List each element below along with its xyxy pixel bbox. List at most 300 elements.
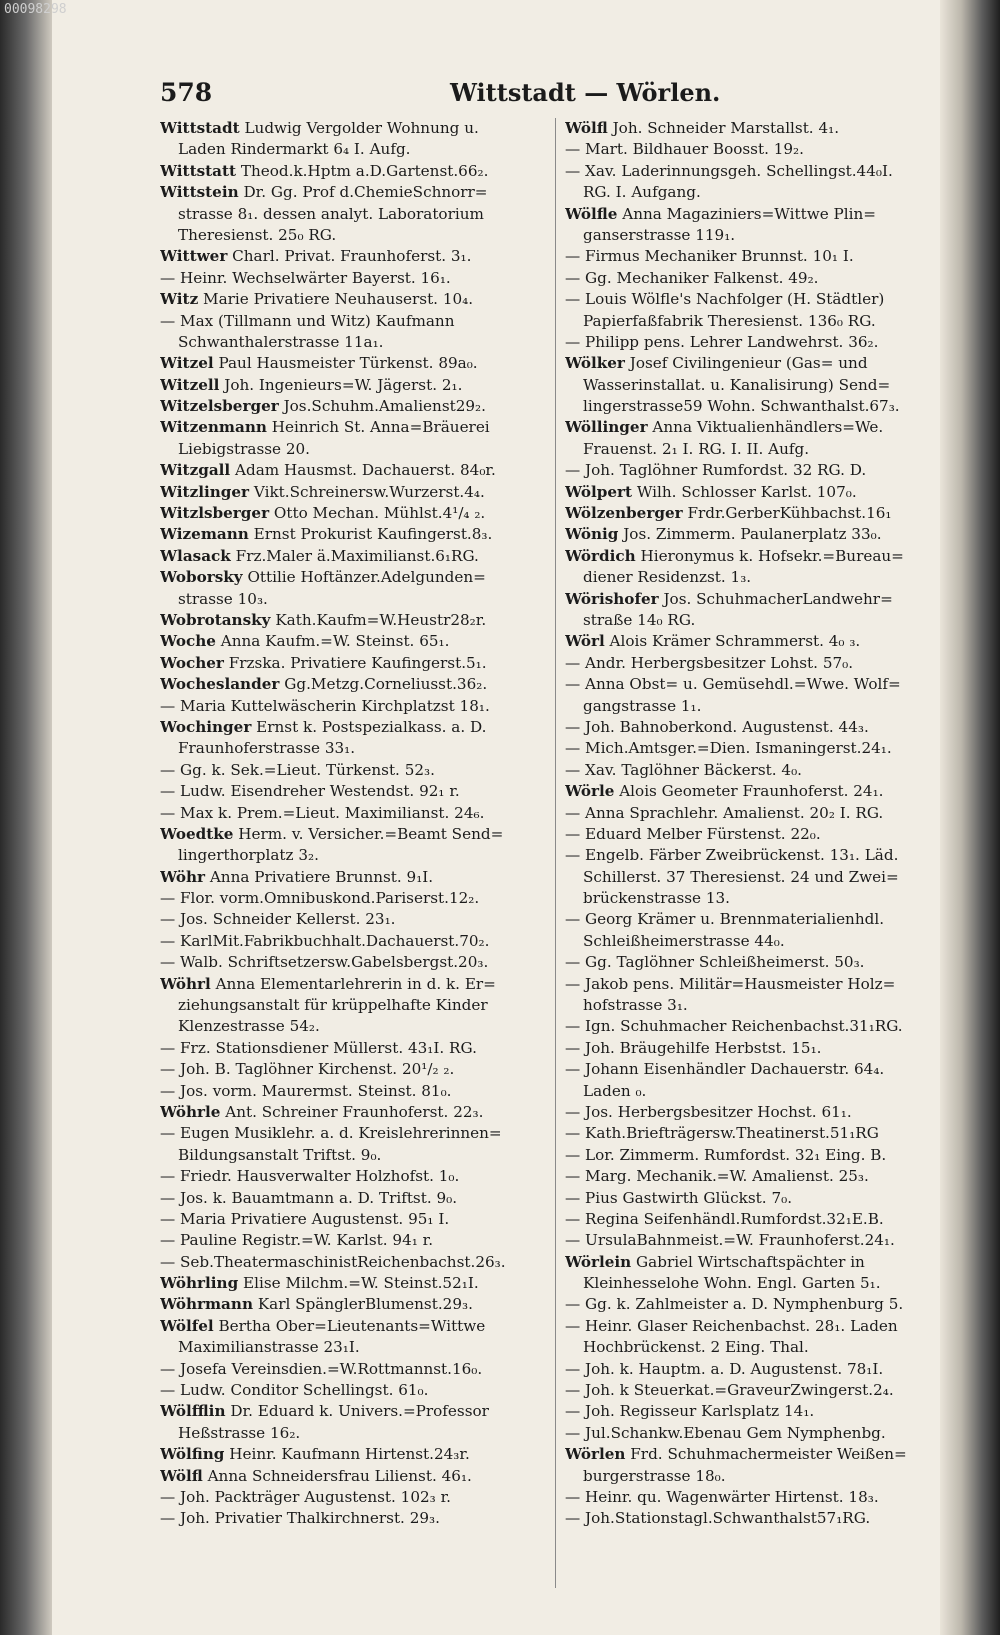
directory-line — [160, 1359, 545, 1380]
directory-line — [565, 246, 950, 267]
entry-text: — Joh. Bahnoberkond. Augustenst. 44₃. — [565, 717, 869, 736]
entry-text: Papierfaßfabrik Theresienst. 136₀ RG. — [583, 311, 876, 330]
entry-surname: Wölfing — [160, 1445, 225, 1464]
directory-line — [565, 139, 950, 160]
directory-line — [160, 1123, 545, 1144]
entry-surname: Wizemann — [160, 525, 249, 544]
directory-line — [160, 1316, 545, 1337]
entry-text: — Joh. k Steuerkat.=GraveurZwingerst.2₄. — [565, 1381, 894, 1400]
directory-line — [565, 696, 950, 717]
entry-text: Fraunhoferstrasse 33₁. — [178, 739, 356, 758]
entry-text: Jos. SchuhmacherLandwehr= — [663, 589, 893, 608]
directory-line — [160, 546, 545, 567]
entry-text: Jos.Schuhm.Amalienst29₂. — [283, 397, 486, 416]
entry-text: Frdr.GerberKühbachst.16₁ — [687, 504, 892, 523]
entry-text: Kleinhesselohe Wohn. Engl. Garten 5₁. — [583, 1274, 881, 1293]
entry-text: hofstrasse 3₁. — [583, 996, 688, 1015]
entry-text: Frz.Maler ä.Maximilianst.6₁RG. — [235, 546, 479, 565]
entry-text: — Walb. Schriftsetzersw.Gabelsbergst.20₃. — [160, 953, 489, 972]
entry-surname: Witzell — [160, 375, 220, 394]
directory-line — [160, 1508, 545, 1529]
directory-line — [160, 396, 545, 417]
entry-text: brückenstrasse 13. — [583, 889, 731, 908]
entry-text: — Firmus Mechaniker Brunnst. 10₁ I. — [565, 247, 854, 266]
directory-line — [565, 289, 950, 310]
entry-text: — KarlMit.Fabrikbuchhalt.Dachauerst.70₂. — [160, 931, 490, 950]
entry-surname: Wochinger — [160, 717, 252, 736]
directory-line — [160, 1401, 545, 1422]
directory-line — [160, 631, 545, 652]
entry-text: Ludwig Vergolder Wohnung u. — [244, 119, 479, 137]
directory-line — [565, 1081, 950, 1102]
entry-text: — Gg. Taglöhner Schleißheimerst. 50₃. — [565, 953, 865, 972]
entry-text: — Joh. Regisseur Karlsplatz 14₁. — [565, 1402, 815, 1421]
entry-text: — Anna Sprachlehr. Amalienst. 20₂ I. RG. — [565, 803, 884, 822]
directory-line — [565, 375, 950, 396]
directory-line — [565, 1166, 950, 1187]
entry-text: — Gg. k. Zahlmeister a. D. Nymphenburg 5. — [565, 1295, 904, 1314]
left-column — [160, 118, 545, 1588]
entry-text: Adam Hausmst. Dachauerst. 84₀r. — [235, 461, 496, 480]
directory-line — [160, 824, 545, 845]
directory-line — [160, 1059, 545, 1080]
entry-surname: Witzelsberger — [160, 397, 279, 416]
directory-line — [160, 482, 545, 503]
directory-line — [565, 1145, 950, 1166]
entry-text: — Mart. Bildhauer Boosst. 19₂. — [565, 140, 804, 159]
directory-line — [160, 1209, 545, 1230]
directory-line — [160, 1188, 545, 1209]
directory-line — [565, 1337, 950, 1358]
entry-text: Schwanthalerstrasse 11a₁. — [178, 332, 384, 351]
entry-text: — Maria Kuttelwäscherin Kirchplatzst 18₁. — [160, 696, 490, 715]
entry-text: Frauenst. 2₁ I. RG. I. II. Aufg. — [583, 439, 810, 458]
entry-text: — Joh. k. Hauptm. a. D. Augustenst. 78₁I. — [565, 1359, 884, 1378]
entry-surname: Woche — [160, 632, 216, 651]
entry-text: — Flor. vorm.Omnibuskond.Pariserst.12₂. — [160, 889, 480, 908]
directory-line — [160, 760, 545, 781]
directory-line — [160, 1016, 545, 1037]
entry-surname: Wörle — [565, 782, 615, 801]
directory-line — [565, 1209, 950, 1230]
entry-text: Theod.k.Hptm a.D.Gartenst.66₂. — [240, 161, 489, 180]
entry-text: Heinr. Kaufmann Hirtenst.24₃r. — [229, 1445, 470, 1464]
entry-text: — Xav. Taglöhner Bäckerst. 4₀. — [565, 760, 802, 779]
column-divider — [555, 118, 556, 1588]
entry-text: — Joh. Privatier Thalkirchnerst. 29₃. — [160, 1509, 440, 1528]
directory-line — [160, 439, 545, 460]
directory-line — [565, 1016, 950, 1037]
directory-line — [565, 888, 950, 909]
entry-text: Elise Milchm.=W. Steinst.52₁I. — [243, 1274, 479, 1293]
entry-surname: Witzlinger — [160, 482, 250, 501]
entry-text: Schleißheimerstrasse 44₀. — [583, 931, 785, 950]
entry-text: — Max k. Prem.=Lieut. Maximilianst. 24₆. — [160, 803, 485, 822]
entry-text: — Anna Obst= u. Gemüsehdl.=Wwe. Wolf= — [565, 675, 901, 694]
entry-text: ziehungsanstalt für krüppelhafte Kinder — [178, 996, 488, 1015]
entry-text: — Seb.TheatermaschinistReichenbachst.26₃. — [160, 1252, 506, 1271]
directory-line — [565, 974, 950, 995]
directory-line — [565, 1230, 950, 1251]
entry-surname: Wölker — [565, 354, 625, 373]
entry-text: Anna Schneidersfrau Lilienst. 46₁. — [207, 1466, 472, 1485]
entry-text: Heinrich St. Anna=Bräuerei — [271, 418, 490, 437]
directory-line — [160, 417, 545, 438]
directory-line — [565, 589, 950, 610]
entry-surname: Wörlein — [565, 1252, 632, 1271]
directory-line — [160, 909, 545, 930]
entry-text: — Heinr. Glaser Reichenbachst. 28₁. Laden — [565, 1316, 898, 1335]
directory-line — [565, 1252, 950, 1273]
directory-line — [160, 1423, 545, 1444]
entry-text: — Kath.Briefträgersw.Theatinerst.51₁RG — [565, 1124, 879, 1143]
entry-text: Frd. Schuhmachermeister Weißen= — [630, 1445, 907, 1464]
directory-line — [160, 204, 545, 225]
directory-line — [565, 717, 950, 738]
entry-text: Anna Privatiere Brunnst. 9₁I. — [209, 867, 434, 886]
entry-text: Hieronymus k. Hofsekr.=Bureau= — [640, 546, 904, 565]
directory-line — [160, 246, 545, 267]
directory-line — [565, 311, 950, 332]
entry-surname: Wördich — [565, 546, 636, 565]
entry-text: — Eduard Melber Fürstenst. 22₀. — [565, 824, 821, 843]
entry-text: Hochbrückenst. 2 Eing. Thal. — [583, 1338, 809, 1357]
directory-line — [160, 1230, 545, 1251]
directory-line — [160, 524, 545, 545]
directory-line — [160, 974, 545, 995]
entry-surname: Wörl — [565, 632, 605, 651]
directory-line — [565, 674, 950, 695]
entry-text: gangstrasse 1₁. — [583, 696, 702, 715]
entry-surname: Wöhr — [160, 867, 205, 886]
entry-surname: Woborsky — [160, 568, 243, 587]
scan-edge-left — [0, 0, 52, 1635]
entry-text: RG. I. Aufgang. — [583, 183, 701, 202]
entry-text: lingerstrasse59 Wohn. Schwanthalst.67₃. — [583, 397, 900, 416]
entry-text: — Joh.Stationstagl.Schwanthalst57₁RG. — [565, 1509, 871, 1528]
directory-line — [565, 1316, 950, 1337]
entry-text: — Josefa Vereinsdien.=W.Rottmannst.16₀. — [160, 1359, 483, 1378]
directory-line — [565, 268, 950, 289]
entry-surname: Wobrotansky — [160, 610, 271, 629]
entry-text: Bildungsanstalt Triftst. 9₀. — [178, 1145, 382, 1164]
entry-surname: Wörlen — [565, 1445, 626, 1464]
directory-line — [160, 995, 545, 1016]
directory-line — [160, 1380, 545, 1401]
entry-text: Joh. Ingenieurs=W. Jägerst. 2₁. — [224, 375, 463, 394]
directory-line — [160, 696, 545, 717]
entry-text: — Marg. Mechanik.=W. Amalienst. 25₃. — [565, 1167, 869, 1186]
entry-text: — Xav. Laderinnungsgeh. Schellingst.44₀I. — [565, 161, 893, 180]
entry-text: — Eugen Musiklehr. a. d. Kreislehrerinnen= — [160, 1124, 502, 1143]
directory-line — [565, 995, 950, 1016]
directory-line — [565, 1038, 950, 1059]
entry-surname: Witzlsberger — [160, 504, 270, 523]
entry-surname: Wöhrling — [160, 1274, 239, 1293]
entry-surname: Witzenmann — [160, 418, 267, 437]
directory-line — [565, 1294, 950, 1315]
directory-line — [565, 931, 950, 952]
directory-line — [565, 161, 950, 182]
entry-surname: Wlasack — [160, 546, 231, 565]
directory-line — [160, 1294, 545, 1315]
entry-text: — Lor. Zimmerm. Rumfordst. 32₁ Eing. B. — [565, 1145, 887, 1164]
entry-surname: Wöllinger — [565, 418, 648, 437]
entry-text: — Regina Seifenhändl.Rumfordst.32₁E.B. — [565, 1209, 884, 1228]
directory-line — [160, 653, 545, 674]
entry-text: Paul Hausmeister Türkenst. 89a₀. — [218, 354, 478, 373]
entry-text: — Heinr. Wechselwärter Bayerst. 16₁. — [160, 268, 451, 287]
entry-text: Ernst Prokurist Kaufingerst.8₃. — [253, 525, 493, 544]
directory-line — [160, 161, 545, 182]
entry-text: — Heinr. qu. Wagenwärter Hirtenst. 18₃. — [565, 1488, 879, 1506]
directory-line — [565, 1444, 950, 1465]
entry-text: — Joh. Bräugehilfe Herbstst. 15₁. — [565, 1038, 822, 1057]
directory-line — [565, 225, 950, 246]
entry-text: Dr. Gg. Prof d.ChemieSchnorr= — [243, 183, 488, 202]
directory-line — [160, 1466, 545, 1487]
entry-surname: Wittwer — [160, 247, 228, 266]
directory-line — [565, 610, 950, 631]
directory-line — [160, 1102, 545, 1123]
directory-line — [160, 1252, 545, 1273]
directory-line — [160, 1444, 545, 1465]
directory-line — [160, 139, 545, 160]
entry-text: — Jos. vorm. Maurermst. Steinst. 81₀. — [160, 1081, 452, 1100]
entry-text: Frzska. Privatiere Kaufingerst.5₁. — [228, 653, 487, 672]
directory-line — [565, 182, 950, 203]
entry-text: — Ign. Schuhmacher Reichenbachst.31₁RG. — [565, 1017, 903, 1036]
directory-line — [565, 417, 950, 438]
entry-text: Bertha Ober=Lieutenants=Wittwe — [218, 1316, 486, 1335]
directory-line — [160, 375, 545, 396]
entry-surname: Wittstein — [160, 183, 239, 202]
directory-line — [160, 589, 545, 610]
entry-text: — Maria Privatiere Augustenst. 95₁ I. — [160, 1209, 450, 1228]
directory-line — [565, 546, 950, 567]
directory-line — [160, 460, 545, 481]
entry-text: Vikt.Schreinersw.Wurzerst.4₄. — [253, 482, 485, 501]
directory-line — [160, 1487, 545, 1508]
directory-line — [160, 118, 545, 139]
entry-text: burgerstrasse 18₀. — [583, 1466, 726, 1485]
page-header — [160, 78, 950, 114]
entry-text: Ottilie Hoftänzer.Adelgunden= — [247, 568, 486, 587]
entry-text: Liebigstrasse 20. — [178, 439, 311, 458]
entry-text: Anna Elementarlehrerin in d. k. Er= — [215, 974, 496, 993]
directory-line — [565, 631, 950, 652]
entry-surname: Wöhrmann — [160, 1295, 253, 1314]
entry-text: Joh. Schneider Marstallst. 4₁. — [612, 119, 840, 137]
scan-id: 00098298 — [4, 2, 67, 17]
entry-text: — Gg. k. Sek.=Lieut. Türkenst. 52₃. — [160, 760, 435, 779]
running-head: Wittstadt — Wörlen. — [450, 78, 721, 107]
directory-line — [565, 952, 950, 973]
entry-text: Ant. Schreiner Fraunhoferst. 22₃. — [225, 1102, 484, 1121]
entry-text: — Jos. Herbergsbesitzer Hochst. 61₁. — [565, 1102, 852, 1121]
directory-line — [565, 524, 950, 545]
entry-surname: Wöhrl — [160, 974, 211, 993]
entry-text: Anna Viktualienhändlers=We. — [652, 418, 884, 437]
directory-line — [565, 1123, 950, 1144]
directory-line — [565, 353, 950, 374]
directory-line — [160, 717, 545, 738]
directory-line — [565, 1380, 950, 1401]
directory-line — [565, 1508, 950, 1529]
directory-line — [565, 760, 950, 781]
entry-text: strasse 8₁. dessen analyt. Laboratorium — [178, 204, 484, 223]
directory-line — [565, 439, 950, 460]
directory-line — [160, 1166, 545, 1187]
entry-text: — Philipp pens. Lehrer Landwehrst. 36₂. — [565, 332, 879, 351]
directory-line — [160, 738, 545, 759]
directory-line — [160, 182, 545, 203]
entry-surname: Wönig — [565, 525, 619, 544]
entry-text: — Joh. Packträger Augustenst. 102₃ r. — [160, 1488, 451, 1506]
entry-text: Kath.Kaufm=W.Heustr28₂r. — [275, 610, 487, 629]
entry-text: — UrsulaBahnmeist.=W. Fraunhoferst.24₁. — [565, 1231, 895, 1250]
directory-line — [160, 268, 545, 289]
entry-surname: Wölfl — [565, 119, 608, 137]
entry-text: straße 14₀ RG. — [583, 610, 696, 629]
directory-line — [565, 867, 950, 888]
directory-line — [565, 1401, 950, 1422]
entry-text: — Engelb. Färber Zweibrückenst. 13₁. Läd. — [565, 846, 899, 865]
entry-text: Gg.Metzg.Corneliusst.36₂. — [284, 675, 488, 694]
directory-line — [160, 781, 545, 802]
entry-text: Theresienst. 25₀ RG. — [178, 225, 337, 244]
entry-text: strasse 10₃. — [178, 589, 268, 608]
directory-line — [565, 118, 950, 139]
entry-surname: Wörishofer — [565, 589, 659, 608]
entry-text: — Friedr. Hausverwalter Holzhofst. 1₀. — [160, 1167, 460, 1186]
directory-line — [160, 289, 545, 310]
entry-text: Alois Krämer Schrammerst. 4₀ ₃. — [609, 632, 861, 651]
entry-text: Wasserinstallat. u. Kanalisirung) Send= — [583, 375, 891, 394]
directory-line — [565, 460, 950, 481]
directory-line — [160, 503, 545, 524]
directory-line — [565, 845, 950, 866]
directory-line — [160, 353, 545, 374]
entry-surname: Wittstadt — [160, 119, 240, 137]
entry-text: Charl. Privat. Fraunhoferst. 3₁. — [232, 247, 472, 266]
directory-line — [565, 824, 950, 845]
directory-line — [565, 567, 950, 588]
entry-surname: Wölfflin — [160, 1402, 226, 1421]
directory-line — [565, 1059, 950, 1080]
entry-text: — Louis Wölfle's Nachfolger (H. Städtler) — [565, 290, 885, 309]
directory-line — [565, 1102, 950, 1123]
entry-text: — Jos. k. Bauamtmann a. D. Triftst. 9₀. — [160, 1188, 458, 1207]
entry-surname: Wölfle — [565, 204, 618, 223]
directory-line — [160, 1273, 545, 1294]
entry-text: Jos. Zimmerm. Paulanerplatz 33₀. — [623, 525, 882, 544]
entry-text: — Ludw. Conditor Schellingst. 61₀. — [160, 1381, 429, 1400]
directory-line — [160, 845, 545, 866]
directory-line — [160, 225, 545, 246]
directory-line — [160, 1145, 545, 1166]
directory-line — [565, 1273, 950, 1294]
directory-line — [565, 803, 950, 824]
entry-surname: Wöhrle — [160, 1102, 221, 1121]
directory-line — [160, 931, 545, 952]
entry-text: Laden Rindermarkt 6₄ I. Aufg. — [178, 140, 411, 159]
entry-text: Herm. v. Versicher.=Beamt Send= — [238, 824, 504, 843]
directory-line — [565, 503, 950, 524]
directory-line — [565, 396, 950, 417]
directory-line — [565, 738, 950, 759]
directory-line — [565, 1359, 950, 1380]
entry-text: Maximilianstrasse 23₁I. — [178, 1338, 360, 1357]
entry-text: Marie Privatiere Neuhauserst. 10₄. — [203, 290, 474, 309]
directory-line — [160, 674, 545, 695]
page-number: 578 — [160, 78, 213, 107]
entry-text: Laden ₀. — [583, 1081, 647, 1100]
entry-text: Heßstrasse 16₂. — [178, 1423, 301, 1442]
entry-surname: Wölfl — [160, 1466, 203, 1485]
entry-text: — Jul.Schankw.Ebenau Gem Nymphenbg. — [565, 1423, 886, 1442]
entry-text: — Pius Gastwirth Glückst. 7₀. — [565, 1188, 793, 1207]
entry-surname: Witzel — [160, 354, 214, 373]
directory-line — [160, 888, 545, 909]
directory-line — [565, 204, 950, 225]
directory-line — [160, 803, 545, 824]
directory-line — [565, 1487, 950, 1508]
right-column — [565, 118, 950, 1588]
entry-text: — Jos. Schneider Kellerst. 23₁. — [160, 910, 396, 929]
entry-text: — Ludw. Eisendreher Westendst. 92₁ r. — [160, 782, 460, 801]
directory-line — [565, 909, 950, 930]
entry-text: lingerthorplatz 3₂. — [178, 846, 319, 865]
directory-line — [565, 332, 950, 353]
entry-surname: Wocher — [160, 653, 224, 672]
entry-text: Anna Magaziniers=Wittwe Plin= — [622, 204, 876, 223]
entry-surname: Wocheslander — [160, 675, 280, 694]
entry-text: Klenzestrasse 54₂. — [178, 1017, 320, 1036]
entry-surname: Witz — [160, 290, 199, 309]
entry-text: — Joh. B. Taglöhner Kirchenst. 20¹/₂ ₂. — [160, 1060, 455, 1079]
entry-text: Karl SpänglerBlumenst.29₃. — [257, 1295, 473, 1314]
entry-text: Otto Mechan. Mühlst.4¹/₄ ₂. — [273, 504, 486, 523]
entry-text: Josef Civilingenieur (Gas= und — [629, 354, 868, 373]
directory-line — [160, 567, 545, 588]
entry-text: diener Residenzst. 1₃. — [583, 568, 752, 587]
entry-text: — Joh. Taglöhner Rumfordst. 32 RG. D. — [565, 461, 867, 480]
entry-surname: Wölfel — [160, 1316, 214, 1335]
directory-line — [565, 1423, 950, 1444]
directory-line — [160, 311, 545, 332]
directory-line — [565, 781, 950, 802]
entry-surname: Witzgall — [160, 461, 231, 480]
entry-text: — Johann Eisenhändler Dachauerstr. 64₄. — [565, 1060, 885, 1079]
directory-line — [565, 482, 950, 503]
directory-line — [565, 1466, 950, 1487]
entry-surname: Wittstatt — [160, 161, 237, 180]
entry-text: Schillerst. 37 Theresienst. 24 und Zwei= — [583, 867, 899, 886]
entry-surname: Wölzenberger — [565, 504, 683, 523]
entry-text: Ernst k. Postspezialkass. a. D. — [256, 717, 487, 736]
entry-text: Anna Kaufm.=W. Steinst. 65₁. — [220, 632, 450, 651]
directory-line — [160, 1337, 545, 1358]
entry-text: ganserstrasse 119₁. — [583, 225, 736, 244]
entry-text: — Pauline Registr.=W. Karlst. 94₁ r. — [160, 1231, 434, 1250]
directory-line — [160, 610, 545, 631]
entry-text: Alois Geometer Fraunhoferst. 24₁. — [619, 782, 884, 801]
directory-line — [565, 653, 950, 674]
entry-text: Dr. Eduard k. Univers.=Professor — [230, 1402, 489, 1421]
entry-text: — Andr. Herbergsbesitzer Lohst. 57₀. — [565, 653, 854, 672]
directory-line — [160, 1038, 545, 1059]
